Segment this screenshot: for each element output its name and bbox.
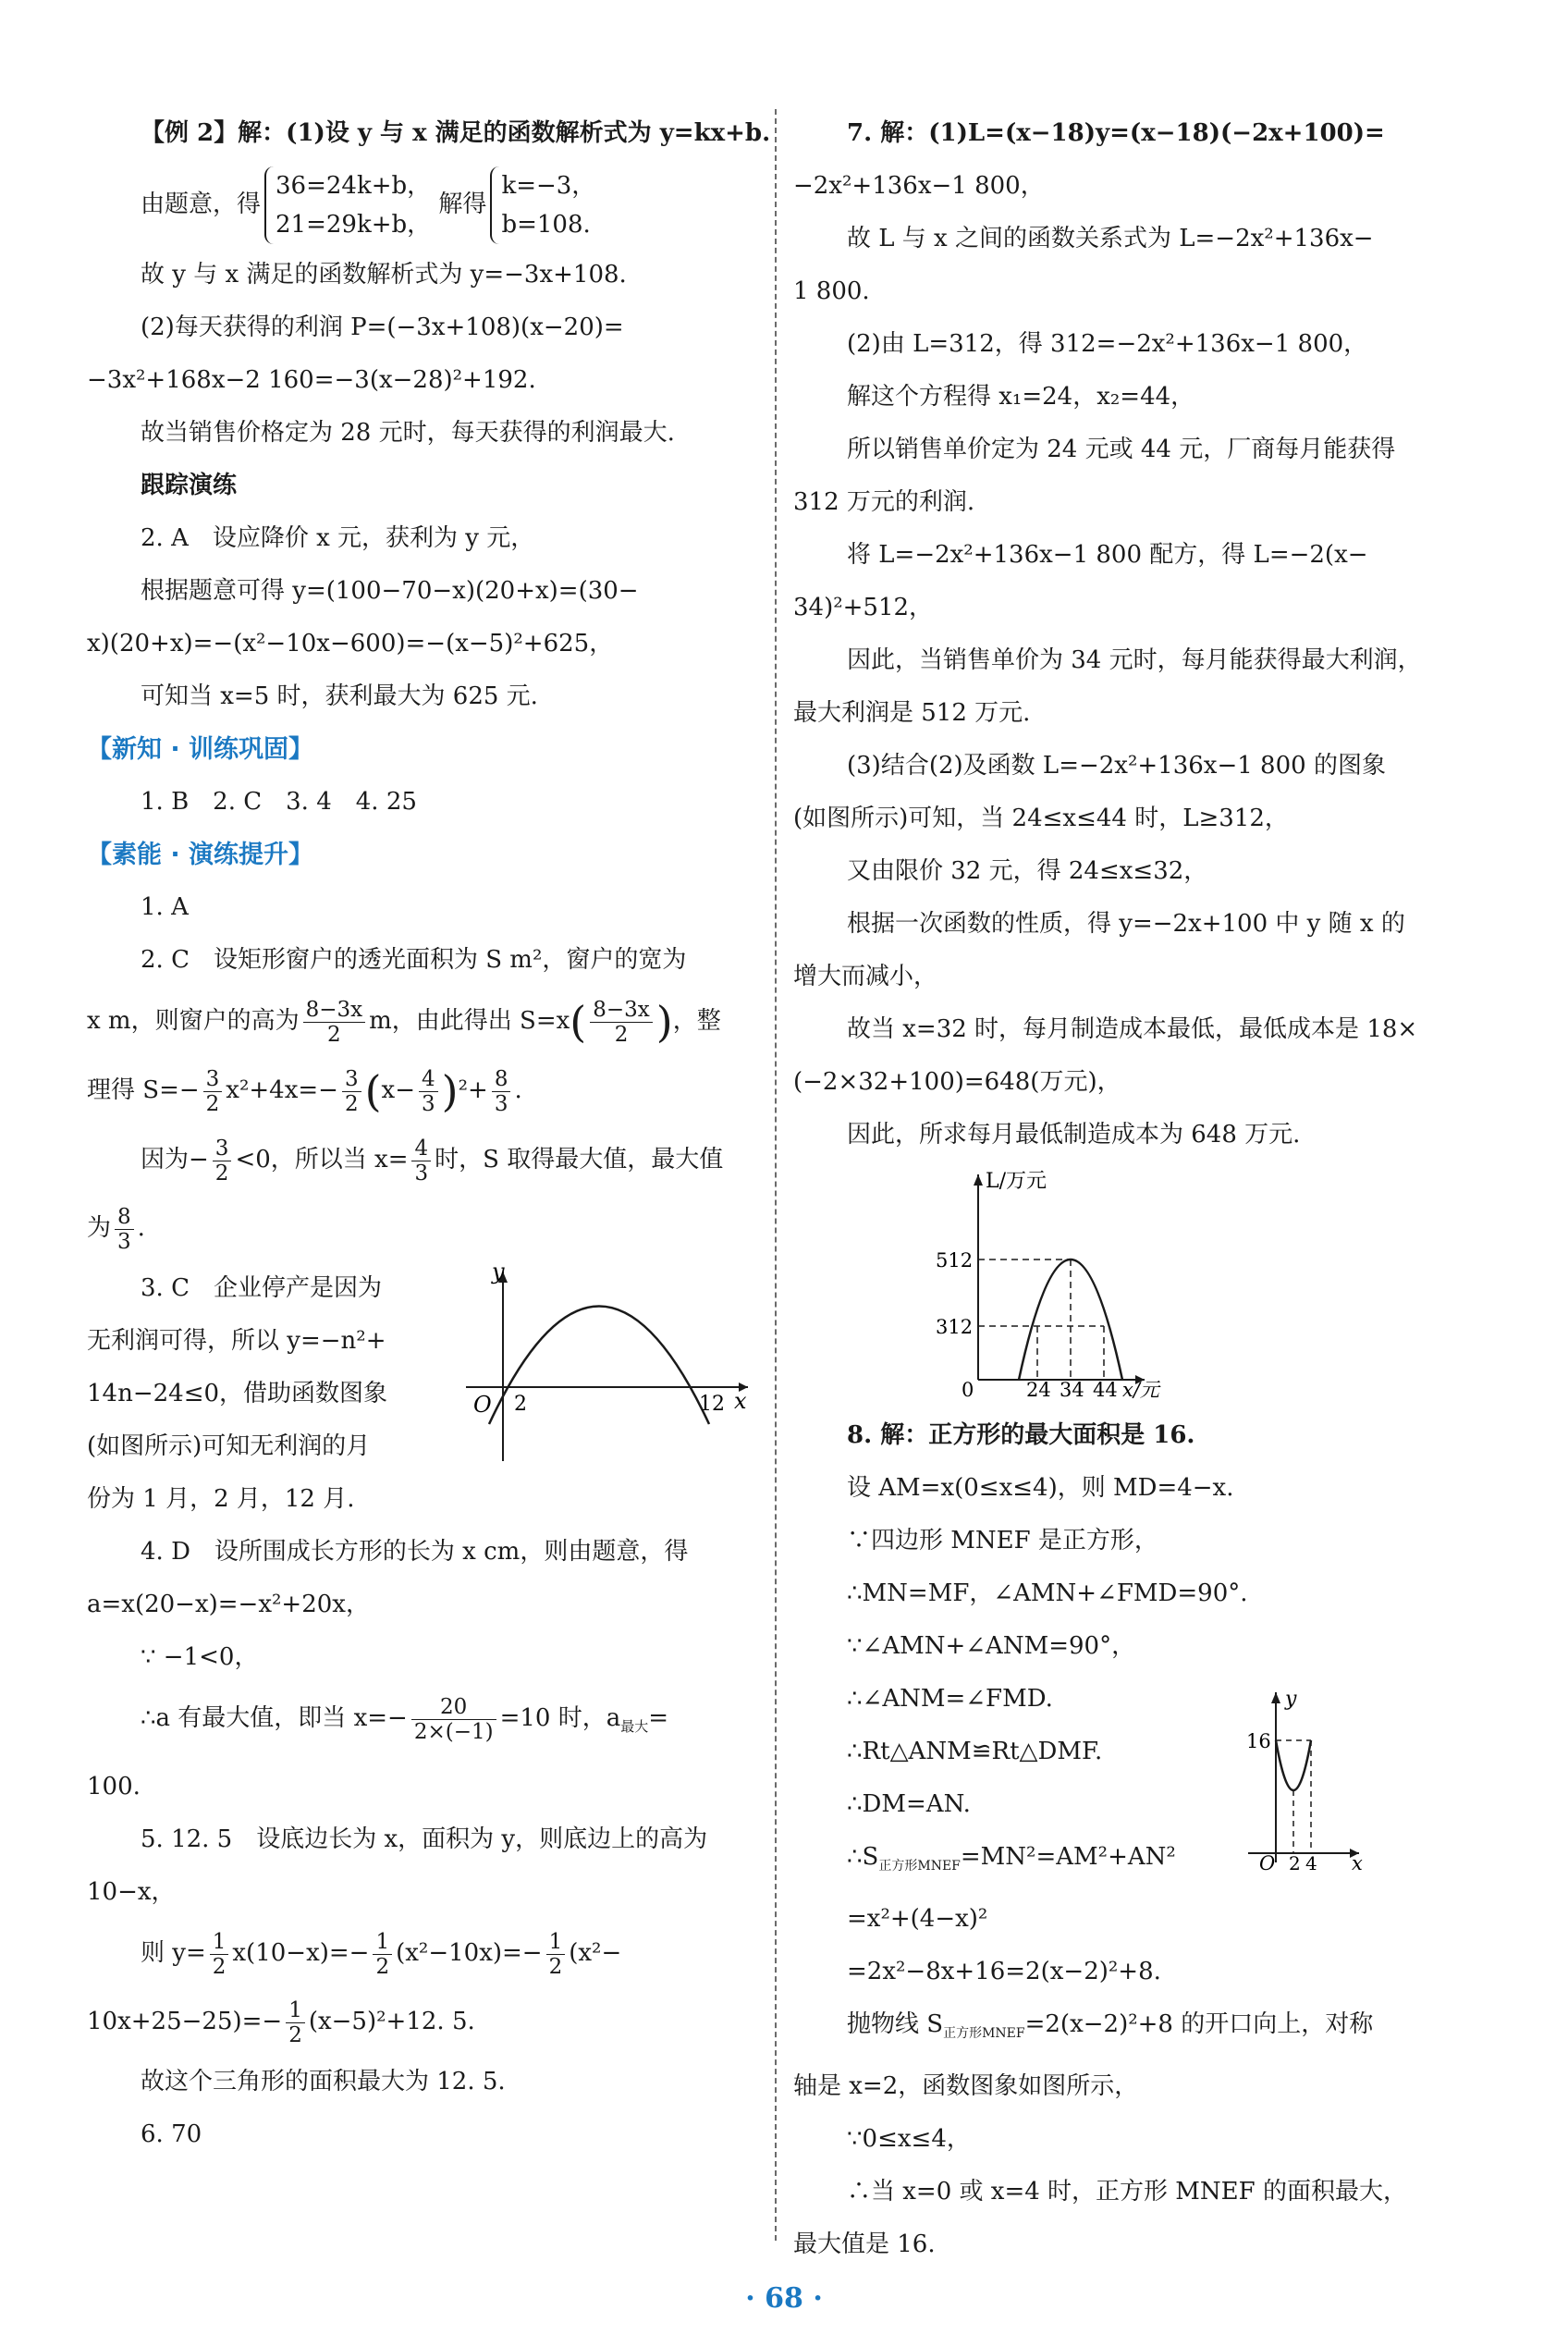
q8-line: ∴MN=MF，∠AMN+∠FMD=90°. [847,1579,1248,1607]
fraction: $\frac{8-3x}{2}$ [303,998,366,1047]
q7-line: 解这个方程得 x₁=24，x₂=44， [847,383,1195,411]
fig1-label: y [492,1262,505,1284]
q7-line: 312 万元的利润. [793,488,975,516]
q7-line: 所以销售单价定为 24 元或 44 元，厂商每月能获得 [847,436,1396,463]
fig3-label: 4 [1305,1852,1317,1872]
q5-line: 则 y= $\frac{1}{2}$ x(10−x)=− $\frac{1}{2}$ (x²−10x)=− $\frac{1}{2}$ (x²− [141,1929,622,1979]
q7-line: 7. 解：(1)L=(x−18)y=(x−18)(−2x+100)= [847,119,1385,147]
q7-line: 故当 x=32 时，每月制造成本最低，最低成本是 18× [847,1015,1418,1043]
q7-figure-block [793,1161,1468,1409]
left-column [87,107,771,2161]
q7-line: (2)由 L=312，得 312=−2x²+136x−1 800， [847,330,1368,358]
fig1-label: O [473,1392,492,1418]
q7-line: 34)²+512， [793,594,934,621]
q7-line: 根据一次函数的性质，得 y=−2x+100 中 y 随 x 的 [847,910,1405,938]
q3-line: (如图所示)可知无利润的月 [87,1432,371,1460]
track-practice-title: 跟踪演练 [141,472,238,499]
track-line: x)(20+x)=−(x²−10x−600)=−(x−5)²+625， [87,630,614,657]
q3-parabola-figure [457,1262,762,1488]
fraction: $\frac{4}{3}$ [419,1067,438,1116]
page-number: · 68 · [745,2282,823,2315]
q1-answer: 1. A [141,893,189,921]
q8-line: 轴是 x=2，函数图象如图所示， [793,2072,1139,2101]
column-divider [775,109,777,2241]
q8-line: 最大值是 16. [793,2230,936,2259]
q5-line: 10x+25−25)=− $\frac{1}{2}$ (x−5)²+12. 5. [87,1997,475,2047]
q7-line: 最大利润是 512 万元. [793,699,1031,727]
equation-system: 36=24k+b， 21=29k+b， [264,166,431,244]
right-column [793,107,1468,2271]
q8-line: =2x²−8x+16=2(x−2)²+8. [847,1958,1161,1986]
fig2-label: 0 [962,1379,974,1398]
fig3-label: y [1285,1688,1297,1711]
q2-line: 因为− $\frac{3}{2}$ <0，所以当 x= $\frac{4}{3}$ 时，S 取得最大值，最大值 [141,1136,724,1186]
q7-line: 因此，当销售单价为 34 元时，每月能获得最大利润， [847,646,1422,674]
fig2-label: L/万元 [986,1170,1047,1193]
fraction: $\frac{1}{2}$ [210,1930,229,1979]
q3-line: 份为 1 月，2 月，12 月. [87,1485,355,1513]
fig3-label: 2 [1289,1852,1301,1872]
q8-line: 8. 解：正方形的最大面积是 16. [847,1421,1195,1449]
q7-line: 1 800. [793,277,870,305]
q5-line: 10−x， [87,1878,176,1907]
q2-line: 理得 S=− $\frac{3}{2}$ x²+4x=− $\frac{3}{2}$ (x− $\frac{4}{3}$ )²+ $\frac{8}{3}$ . [87,1066,522,1116]
q8-line: ∵四边形 MNEF 是正方形， [847,1527,1158,1554]
q7-line: (−2×32+100)=648(万元)， [793,1068,1121,1096]
track-line: 可知当 x=5 时，获利最大为 625 元. [141,682,538,710]
fraction: $\frac{3}{2}$ [203,1067,223,1116]
q8-line: 设 AM=x(0≤x≤4)，则 MD=4−x. [847,1474,1234,1502]
solution-system: k=−3， b=108. [490,166,595,244]
q7-line: 故 L 与 x 之间的函数关系式为 L=−2x²+136x− [847,225,1374,252]
q8-line: 抛物线 $S_{正方形MNEF}=2(x-2)^2+8$ 的开口向上，对称 [847,2010,1374,2042]
fraction: $\frac{8}{3}$ [492,1067,511,1116]
fraction: $\frac{8-3x}{2}$ [590,998,653,1047]
q8-block [793,1409,1468,2271]
q3-line: 无利润可得，所以 y=−n²+ [87,1327,386,1355]
fig2-label: 512 [936,1249,974,1272]
fig2-label: 24 [1026,1379,1051,1398]
fraction: $\frac{8}{3}$ [115,1205,134,1254]
q4-line: 100. [87,1773,141,1801]
q4-line: a=x(20−x)=−x²+20x， [87,1591,370,1618]
q8-line: ∴Rt△ANM≌Rt△DMF. [847,1738,1103,1765]
fig1-label: x [734,1388,747,1414]
q6-answer: 6. 70 [141,2120,202,2149]
q5-line: 5. 12. 5 设底边长为 x，面积为 y，则底边上的高为 [141,1825,708,1854]
q3-line: 3. C 企业停产是因为 [141,1274,382,1302]
q8-line: ∵∠AMN+∠ANM=90°， [847,1632,1136,1660]
fig2-label: 312 [936,1316,974,1338]
q5-line: 故这个三角形的面积最大为 12. 5. [141,2068,506,2096]
section-title-consolidation: 【新知 · 训练巩固】 [87,735,314,764]
fraction: $\frac{1}{2}$ [286,1998,305,2047]
fig1-label: 12 [699,1393,725,1416]
q3-line: 14n−24≤0，借助函数图象 [87,1380,388,1407]
q4-line: ∴a 有最大值，即当 x=− $\frac{20}{2\times(-1)}$ =10 时，$a_{最大}=$ [141,1694,669,1744]
fraction: $\frac{1}{2}$ [373,1930,392,1979]
fig2-label: x/元 [1122,1379,1159,1398]
q7-line: (如图所示)可知，当 24≤x≤44 时，L≥312， [793,805,1289,832]
fig2-label: 44 [1093,1379,1118,1398]
fig2-label: 34 [1060,1379,1084,1398]
example2-line: 故 y 与 x 满足的函数解析式为 y=−3x+108. [141,261,627,289]
fraction: $\frac{1}{2}$ [546,1930,566,1979]
q7-profit-figure [932,1167,1172,1402]
q7-line: −2x²+136x−1 800， [793,172,1045,200]
section-title-improvement: 【素能 · 演练提升】 [87,841,314,869]
q8-line: ∴DM=AN. [847,1790,971,1818]
q8-line: =x²+(4−x)² [847,1905,988,1934]
example2-line: 【例 2】解：(1)设 y 与 x 满足的函数解析式为 y=kx+b. [141,119,771,147]
q8-line: ∴当 x=0 或 x=4 时，正方形 MNEF 的面积最大， [847,2178,1407,2206]
fig3-label: x [1352,1852,1363,1872]
q7-line: (3)结合(2)及函数 L=−2x²+136x−1 800 的图象 [847,752,1386,780]
fig1-label: 2 [514,1393,527,1416]
fig3-label: 16 [1246,1730,1271,1752]
q8-line: $\therefore S_{正方形MNEF}=MN^2=AM^2+AN^2$ [847,1843,1176,1874]
q8-line: ∵0≤x≤4， [847,2125,971,2154]
q7-line: 又由限价 32 元，得 24≤x≤32， [847,857,1208,885]
fraction: $\frac{3}{2}$ [342,1067,361,1116]
fraction: $\frac{20}{2\times(-1)}$ [411,1695,496,1744]
q7-line: 增大而减小， [793,963,938,990]
q7-line: 因此，所求每月最低制造成本为 648 万元. [847,1121,1301,1149]
q8-parabola-figure [1228,1687,1366,1875]
q4-line: ∵ −1<0， [141,1643,259,1671]
q2-line: 为 $\frac{8}{3}$ . [87,1204,145,1254]
fraction: $\frac{3}{2}$ [213,1137,232,1186]
q3-block [87,1262,762,1526]
example2-system-line: 由题意，得 36=24k+b， 21=29k+b， 解得 k=−3， b=108. [87,160,762,249]
fraction: $\frac{4}{3}$ [411,1137,431,1186]
fig3-label: O [1259,1852,1276,1872]
example2-line: 故当销售价格定为 28 元时，每天获得的利润最大. [141,419,675,447]
track-line: 2. A 设应降价 x 元，获利为 y 元， [141,524,535,552]
track-line: 根据题意可得 y=(100−70−x)(20+x)=(30− [141,577,639,605]
q4-line: 4. D 设所围成长方形的长为 x cm，则由题意，得 [141,1538,689,1566]
quick-answers: 1. B 2. C 3. 4 4. 25 [141,788,417,816]
q8-line: ∴∠ANM=∠FMD. [847,1685,1053,1713]
example2-line: (2)每天获得的利润 P=(−3x+108)(x−20)= [141,313,624,341]
q7-line: 将 L=−2x²+136x−1 800 配方，得 L=−2(x− [847,541,1368,569]
q2-line: 2. C 设矩形窗户的透光面积为 S m²，窗户的宽为 [141,946,687,974]
q2-line: x m，则窗户的高为 $\frac{8-3x}{2}$ m，由此得出 S=x( $\frac{8-3x}{2}$ )，整 [87,997,721,1047]
example2-line: −3x²+168x−2 160=−3(x−28)²+192. [87,366,536,394]
